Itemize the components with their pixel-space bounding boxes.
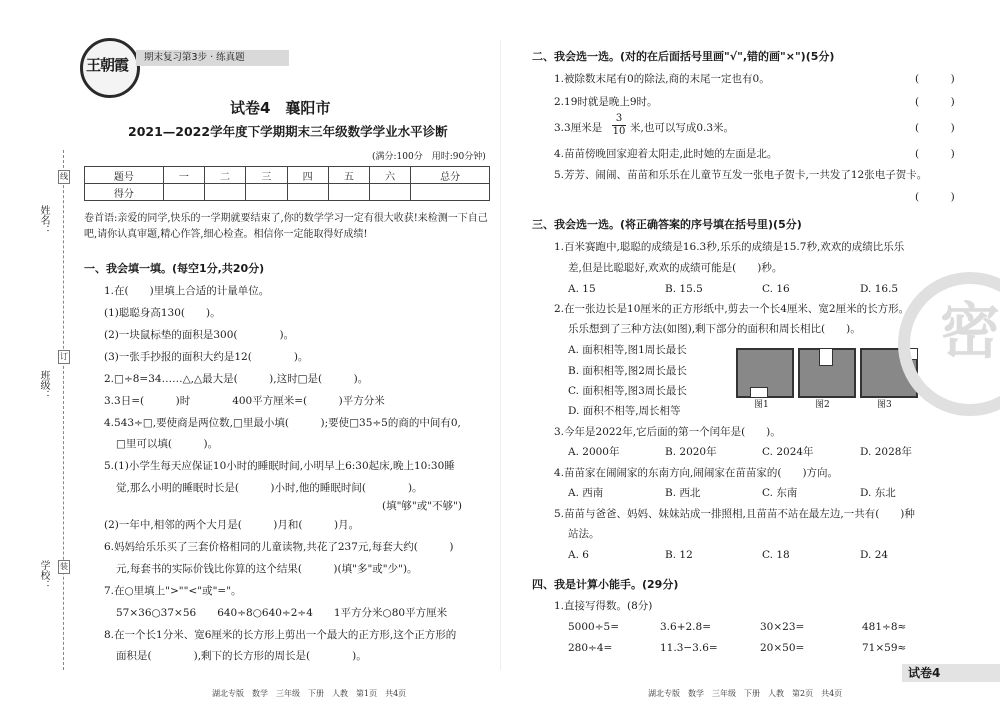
- exam-meta: (满分:100分 用时:90分钟): [372, 152, 486, 162]
- section4-title: 四、我是计算小能手。(29分): [532, 578, 679, 591]
- question-line: 4.543÷□,要使商是两位数,□里最小填( );要使□35÷5的商的中间有0,: [104, 417, 461, 429]
- section1-title: 一、我会填一填。(每空1分,共20分): [84, 262, 265, 275]
- question-line: 元,每套书的实际价钱比你算的这个结果( )(填"多"或"少")。: [116, 563, 418, 575]
- question-line: 觉,那么小明的睡眠时长是( )小时,他的睡眠时间( )。: [116, 482, 423, 494]
- judge-item: 2.19时就是晚上9时。: [554, 96, 658, 108]
- judge-item-rest: 米,也可以写成0.3米。: [630, 122, 735, 134]
- seam-mark: 装: [58, 560, 70, 574]
- question-line: □里可以填( )。: [116, 438, 219, 450]
- paper-tag: 试卷4: [902, 664, 1000, 682]
- calc-item: 11.3−3.6=: [660, 642, 718, 654]
- page-divider: [500, 40, 501, 670]
- question-line: 乐乐想到了三种方法(如图),剩下部分的面积和周长相比( )。: [568, 323, 861, 335]
- score-header: 二: [205, 167, 246, 184]
- option[interactable]: D. 16.5: [860, 283, 899, 295]
- option[interactable]: C. 16: [762, 283, 790, 295]
- score-header: 总分: [411, 167, 490, 184]
- header-banner: 期末复习第3步 · 练真题: [136, 50, 289, 66]
- answer-paren[interactable]: ( ): [915, 73, 955, 85]
- option[interactable]: D. 2028年: [860, 446, 912, 458]
- figure-cutout: [750, 387, 768, 397]
- answer-paren[interactable]: ( ): [915, 191, 955, 203]
- question-line: (2)一块鼠标垫的面积是300( )。: [104, 329, 295, 341]
- question-line: 7.在○里填上">""<"或"="。: [104, 585, 242, 597]
- question-line: 2.□÷8=34……△,△最大是( ),这时□是( )。: [104, 373, 369, 385]
- option[interactable]: B. 2020年: [665, 446, 717, 458]
- option[interactable]: C. 18: [762, 549, 790, 561]
- calc-item: 30×23=: [760, 621, 805, 633]
- question-line: (填"够"或"不够"): [382, 500, 463, 512]
- question-line: 5.苗苗与爸爸、妈妈、妹妹站成一排照相,且苗苗不站在最左边,一共有( )种: [554, 508, 915, 520]
- question-line: 6.妈妈给乐乐买了三套价格相同的儿童读物,共花了237元,每套大约( ): [104, 541, 454, 553]
- seam-mark: 线: [58, 170, 70, 184]
- figure-caption: 图2: [815, 400, 830, 410]
- question-line: 4.苗苗家在闹闹家的东南方向,闹闹家在苗苗家的( )方向。: [554, 467, 839, 479]
- option[interactable]: B. 面积相等,图2周长最长: [568, 365, 687, 377]
- calc-item: 71×59≈: [862, 642, 907, 654]
- question-line: 8.在一个长1分米、宽6厘米的长方形上剪出一个最大的正方形,这个正方形的: [104, 629, 457, 641]
- option[interactable]: D. 24: [860, 549, 889, 561]
- score-cell[interactable]: [205, 184, 246, 201]
- answer-paren[interactable]: ( ): [915, 148, 955, 160]
- seam-mark: 订: [58, 350, 70, 364]
- option[interactable]: D. 面积不相等,周长相等: [568, 405, 681, 417]
- option[interactable]: C. 面积相等,图3周长最长: [568, 385, 687, 397]
- option[interactable]: A. 西南: [568, 487, 604, 499]
- calc-item: 481÷8≈: [862, 621, 907, 633]
- binding-line: [63, 150, 64, 670]
- score-cell[interactable]: [411, 184, 490, 201]
- score-header: 一: [163, 167, 204, 184]
- option[interactable]: A. 15: [568, 283, 596, 295]
- answer-paren[interactable]: ( ): [915, 96, 955, 108]
- footer-right: 湖北专版 数学 三年级 下册 人教 第2页 共4页: [648, 689, 843, 698]
- question-line: 1.百米赛跑中,聪聪的成绩是16.3秒,乐乐的成绩是15.7秒,欢欢的成绩比乐乐: [554, 241, 905, 253]
- judge-item: 5.芳芳、闹闹、苗苗和乐乐在儿童节互发一张电子贺卡,一共发了12张电子贺卡。: [554, 169, 928, 181]
- question-line: (2)一年中,相邻的两个大月是( )月和( )月。: [104, 519, 360, 531]
- page-subtitle: 2021—2022学年度下学期期末三年级数学学业水平诊断: [128, 124, 448, 139]
- judge-item: 3.3厘米是: [554, 122, 603, 134]
- answer-paren[interactable]: ( ): [915, 122, 955, 134]
- judge-item: 1.被除数末尾有0的除法,商的末尾一定也有0。: [554, 73, 770, 85]
- judge-item: 4.苗苗傍晚回家迎着太阳走,此时她的左面是北。: [554, 148, 778, 160]
- score-header: 六: [370, 167, 411, 184]
- score-cell[interactable]: [287, 184, 328, 201]
- figure-2: [798, 348, 856, 398]
- option[interactable]: B. 12: [665, 549, 693, 561]
- figure-1: [736, 348, 794, 398]
- option[interactable]: A. 6: [568, 549, 589, 561]
- calc-item: 3.6+2.8=: [660, 621, 711, 633]
- score-table: [84, 166, 490, 201]
- option[interactable]: C. 2024年: [762, 446, 814, 458]
- question-line: 57×36○37×56 640÷8○640÷2÷4 1平方分米○80平方厘米: [116, 607, 448, 619]
- footer-left: 湖北专版 数学 三年级 下册 人教 第1页 共4页: [212, 689, 407, 698]
- figure-caption: 图3: [877, 400, 892, 410]
- score-cell[interactable]: [163, 184, 204, 201]
- figure-cutout: [819, 349, 833, 366]
- class-label: 班级：: [38, 370, 49, 400]
- score-header: 四: [287, 167, 328, 184]
- score-header: 三: [246, 167, 287, 184]
- section2-title: 二、我会选一选。(对的在后面括号里画"√",错的画"×")(5分): [532, 50, 835, 63]
- intro-line: 卷首语:亲爱的同学,快乐的一学期就要结束了,你的数学学习一定有很大收获!来检测一下自己: [84, 213, 488, 224]
- page-title: 试卷4 襄阳市: [230, 99, 331, 117]
- logo-text: 王朝霞: [85, 56, 128, 74]
- question-line: 面积是( ),剩下的长方形的周长是( )。: [116, 650, 367, 662]
- calc-item: 20×50=: [760, 642, 805, 654]
- fraction-numerator: 3: [612, 113, 626, 126]
- section3-title: 三、我会选一选。(将正确答案的序号填在括号里)(5分): [532, 218, 802, 231]
- question-line: 5.(1)小学生每天应保证10小时的睡眠时间,小明早上6:30起床,晚上10:30睡: [104, 460, 455, 472]
- option[interactable]: D. 东北: [860, 487, 896, 499]
- question-line: 1.在( )里填上合适的计量单位。: [104, 285, 270, 297]
- question-line: (1)聪聪身高130( )。: [104, 307, 221, 319]
- question-line: 1.直接写得数。(8分): [554, 600, 653, 612]
- question-line: 3.今年是2022年,它后面的第一个闰年是( )。: [554, 426, 781, 438]
- school-label: 学校：: [38, 560, 49, 590]
- question-line: 3.3日=( )时 400平方厘米=( )平方分米: [104, 395, 385, 407]
- option[interactable]: B. 15.5: [665, 283, 703, 295]
- name-label: 姓名：: [38, 205, 49, 235]
- fraction: [612, 113, 626, 138]
- fraction-denominator: 10: [612, 126, 626, 137]
- score-cell[interactable]: [246, 184, 287, 201]
- secret-watermark: 密: [898, 272, 1000, 416]
- question-line: (3)一张手抄报的面积大约是12( )。: [104, 351, 309, 363]
- intro-line: 吧,请你认真审题,精心作答,细心检查。相信你一定能取得好成绩!: [84, 229, 368, 240]
- score-header: 题号: [85, 167, 164, 184]
- score-label: 得分: [85, 184, 164, 201]
- figure-caption: 图1: [754, 400, 769, 410]
- question-line: 站法。: [568, 528, 600, 540]
- question-line: 2.在一张边长是10厘米的正方形纸中,剪去一个长4厘米、宽2厘米的长方形。: [554, 303, 910, 315]
- question-line: 差,但是比聪聪好,欢欢的成绩可能是( )秒。: [568, 262, 783, 274]
- score-cell[interactable]: [328, 184, 369, 201]
- calc-item: 280÷4=: [568, 642, 613, 654]
- option[interactable]: C. 东南: [762, 487, 798, 499]
- score-header: 五: [328, 167, 369, 184]
- option[interactable]: A. 2000年: [568, 446, 620, 458]
- option[interactable]: A. 面积相等,图1周长最长: [568, 344, 687, 356]
- option[interactable]: B. 西北: [665, 487, 701, 499]
- score-cell[interactable]: [370, 184, 411, 201]
- calc-item: 5000÷5=: [568, 621, 619, 633]
